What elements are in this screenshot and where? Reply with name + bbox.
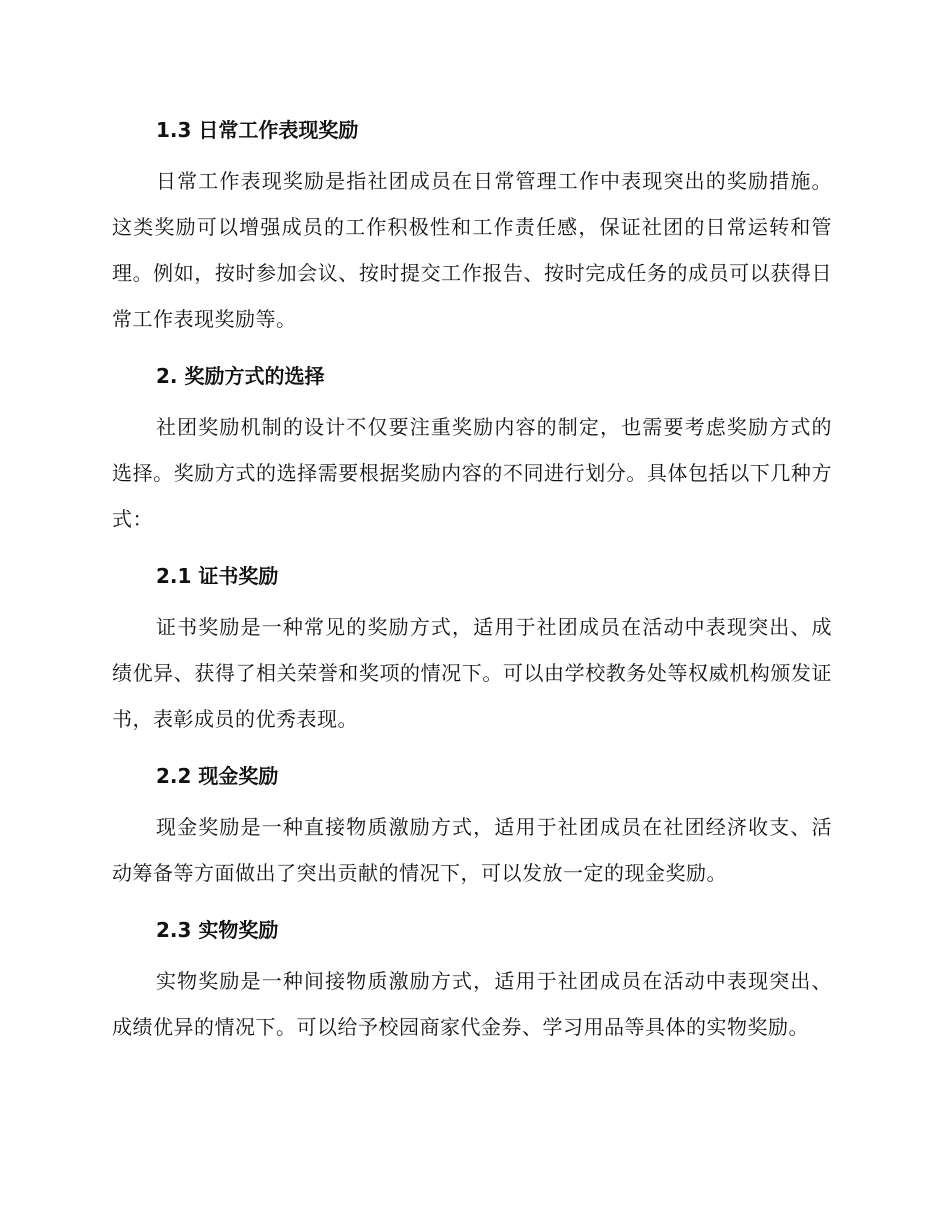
section-paragraph: 证书奖励是一种常见的奖励方式，适用于社团成员在活动中表现突出、成绩优异、获得了相关荣誉和奖项的情况下。可以由学校教务处等权威机构颁发证书，表彰成员的优秀表现。 (112, 615, 832, 731)
section-paragraph: 实物奖励是一种间接物质激励方式，适用于社团成员在活动中表现突出、成绩优异的情况下。可以给予校园商家代金券、学习用品等具体的实物奖励。 (112, 969, 832, 1039)
section-heading: 2.1 证书奖励 (156, 564, 279, 588)
section-2-1 (112, 556, 832, 742)
section-heading: 1.3 日常工作表现奖励 (156, 118, 359, 142)
section-heading: 2. 奖励方式的选择 (156, 364, 325, 388)
section-paragraph: 日常工作表现奖励是指社团成员在日常管理工作中表现突出的奖励措施。这类奖励可以增强成员的工作积极性和工作责任感，保证社团的日常运转和管理。例如，按时参加会议、按时提交工作报告、按时完成任务的成员可以获得日常工作表现奖励等。 (112, 169, 832, 331)
section-heading: 2.3 实物奖励 (156, 918, 279, 942)
section-heading: 2.2 现金奖励 (156, 764, 279, 788)
section-paragraph: 现金奖励是一种直接物质激励方式，适用于社团成员在社团经济收支、活动筹备等方面做出了突出贡献的情况下，可以发放一定的现金奖励。 (112, 815, 832, 885)
section-2-3 (112, 910, 832, 1050)
document-body (112, 110, 832, 1064)
section-paragraph: 社团奖励机制的设计不仅要注重奖励内容的制定，也需要考虑奖励方式的选择。奖励方式的选择需要根据奖励内容的不同进行划分。具体包括以下几种方式： (112, 415, 832, 531)
section-2-2 (112, 756, 832, 896)
section-1-3 (112, 110, 832, 342)
section-2 (112, 356, 832, 542)
